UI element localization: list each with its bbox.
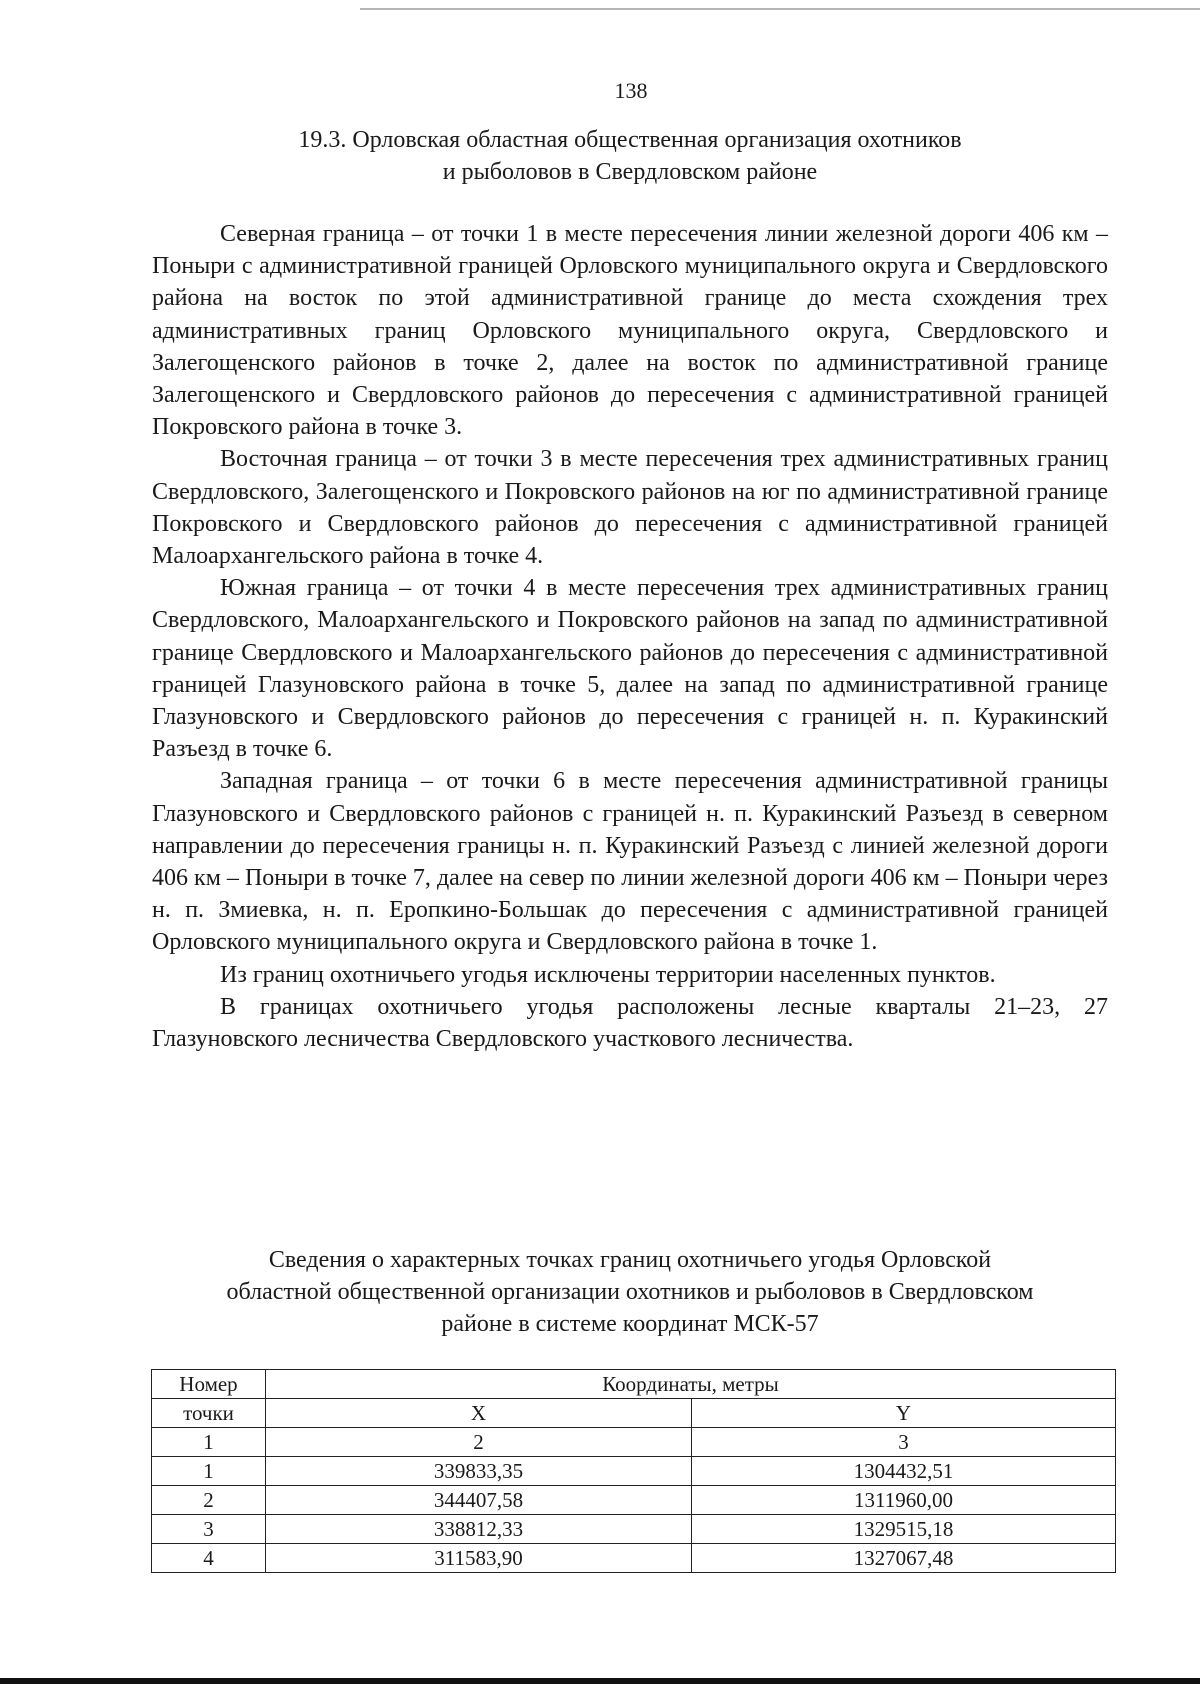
- scan-edge-top: [360, 8, 1200, 10]
- section-title-line: и рыболовов в Свердловском районе: [442, 159, 818, 185]
- section-title-line: 19.3. Орловская областная общественная организация охотников: [298, 127, 962, 153]
- coord-x: 311583,90: [266, 1544, 692, 1573]
- table-header-row: [152, 1370, 1116, 1399]
- header-point-number-cont: точки: [152, 1399, 266, 1428]
- boundary-description: [152, 218, 1108, 1055]
- table-cell: 1: [152, 1428, 266, 1457]
- table-caption-line: областной общественной организации охотников и рыболовов в Свердловском: [226, 1279, 1034, 1305]
- table-row: [152, 1544, 1116, 1573]
- paragraph-forest-quarters: В границах охотничьего угодья расположены лесные кварталы 21–23, 27 Глазуновского лесничества Свердловского участкового лесничества.: [152, 993, 1108, 1053]
- paragraph-north-boundary: Северная граница – от точки 1 в месте пересечения линии железной дороги 406 км – Поныри с административной границей Орловского муниципального округа и Свердловского района на восток по этой административной границе до места схождения трех административных границ Орловского муниципального округа, Свердловского и Залегощенского районов в точке 2, далее на восток по административной границе Залегощенского и Свердловского районов до пересечения с административной границей Покровского района в точке 3.: [152, 221, 1108, 441]
- table-cell: 2: [266, 1428, 692, 1457]
- section-title: [150, 124, 1110, 188]
- table-caption-line: районе в системе координат МСК-57: [441, 1311, 819, 1337]
- point-number: 4: [152, 1544, 266, 1573]
- coord-y: 1304432,51: [692, 1457, 1116, 1486]
- table-caption-line: Сведения о характерных точках границ охотничьего угодья Орловской: [268, 1247, 992, 1273]
- header-x: X: [266, 1399, 692, 1428]
- paragraph-south-boundary: Южная граница – от точки 4 в месте пересечения трех административных границ Свердловского, Малоархангельского и Покровского районов на запад по административной границе Свердловского и Малоархангельского районов до пересечения с административной границей Глазуновского района в точке 5, далее на запад по административной границе Глазуновского и Свердловского районов до пересечения с границей н. п. Куракинский Разъезд в точке 6.: [152, 575, 1108, 763]
- point-number: 2: [152, 1486, 266, 1515]
- page-number: 138: [614, 78, 648, 103]
- coord-y: 1327067,48: [692, 1544, 1116, 1573]
- paragraph-east-boundary: Восточная граница – от точки 3 в месте пересечения трех административных границ Свердловского, Залегощенского и Покровского районов на юг по административной границе Покровского и Свердловского районов до пересечения с административной границей Малоархангельского района в точке 4.: [152, 446, 1108, 570]
- table-row: [152, 1457, 1116, 1486]
- paragraph-exclusions: Из границ охотничьего угодья исключены территории населенных пунктов.: [220, 961, 996, 988]
- coord-y: 1311960,00: [692, 1486, 1116, 1515]
- table-row: [152, 1515, 1116, 1544]
- point-number: 3: [152, 1515, 266, 1544]
- header-coordinates: Координаты, метры: [266, 1370, 1116, 1399]
- point-number: 1: [152, 1457, 266, 1486]
- coordinates-table: [151, 1369, 1116, 1573]
- header-y: Y: [692, 1399, 1116, 1428]
- coord-x: 338812,33: [266, 1515, 692, 1544]
- coord-x: 339833,35: [266, 1457, 692, 1486]
- header-point-number: Номер: [152, 1370, 266, 1399]
- coord-y: 1329515,18: [692, 1515, 1116, 1544]
- table-row: [152, 1486, 1116, 1515]
- table-cell: 3: [692, 1428, 1116, 1457]
- scan-edge-bottom: [0, 1678, 1200, 1684]
- column-index-row: [152, 1428, 1116, 1457]
- coord-x: 344407,58: [266, 1486, 692, 1515]
- table-header-row: [152, 1399, 1116, 1428]
- table-caption: [140, 1244, 1120, 1340]
- paragraph-west-boundary: Западная граница – от точки 6 в месте пересечения административной границы Глазуновского и Свердловского районов с границей н. п. Куракинский Разъезд в северном направлении до пересечения границы н. п. Куракинский Разъезд с линией железной дороги 406 км – Поныри в точке 7, далее на север по линии железной дороги 406 км – Поныри через н. п. Змиевка, н. п. Еропкино-Большак до пересечения с административной границей Орловского муниципального округа и Свердловского района в точке 1.: [152, 768, 1108, 956]
